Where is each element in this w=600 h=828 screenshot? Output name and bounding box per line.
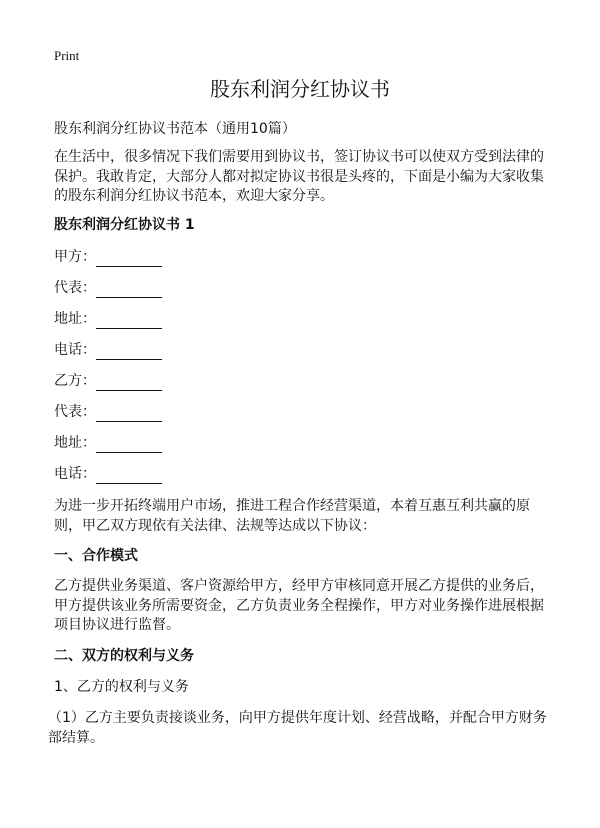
- subheading-party-b-rights: 1、乙方的权利与义务: [54, 679, 189, 695]
- field-rep-a: 代表：: [54, 279, 162, 298]
- blank-line[interactable]: [96, 469, 162, 484]
- field-party-a: 甲方：: [54, 248, 162, 267]
- blank-line[interactable]: [96, 345, 162, 360]
- field-phone-b: 电话：: [54, 465, 162, 484]
- blank-line[interactable]: [96, 252, 162, 267]
- document-title: 股东利润分红协议书: [210, 77, 390, 101]
- clause-1: （1）乙方主要负责接谈业务，向甲方提供年度计划、经营战略，并配合甲方财务部结算。: [48, 710, 547, 746]
- preamble-paragraph: 为进一步开拓终端用户市场，推进工程合作经营渠道，本着互惠互利共赢的原则，甲乙双方现依有关法律、法规等达成以下协议：: [54, 498, 530, 534]
- field-phone-a: 电话：: [54, 341, 162, 360]
- intro-paragraph: 在生活中，很多情况下我们需要用到协议书，签订协议书可以使双方受到法律的保护。我敢肯定，大部分人都对拟定协议书很是头疼的，下面是小编为大家收集的股东利润分红协议书范本，欢迎大家分享。: [54, 149, 544, 204]
- blank-line[interactable]: [96, 314, 162, 329]
- section-title: 股东利润分红协议书 1: [54, 217, 195, 233]
- field-address-b: 地址：: [54, 434, 162, 453]
- field-address-a: 地址：: [54, 310, 162, 329]
- heading-rights-obligations: 二、双方的权利与义务: [54, 648, 194, 664]
- heading-cooperation-mode: 一、合作模式: [54, 548, 138, 564]
- field-rep-b: 代表：: [54, 403, 162, 422]
- field-party-b: 乙方：: [54, 372, 162, 391]
- blank-line[interactable]: [96, 438, 162, 453]
- print-link[interactable]: Print: [54, 48, 80, 63]
- blank-line[interactable]: [96, 283, 162, 298]
- cooperation-paragraph: 乙方提供业务渠道、客户资源给甲方，经甲方审核同意开展乙方提供的业务后，甲方提供该业务所需要资金，乙方负责业务全程操作，甲方对业务操作进展根据项目协议进行监督。: [54, 578, 544, 633]
- blank-line[interactable]: [96, 376, 162, 391]
- subtitle: 股东利润分红协议书范本（通用10篇）: [54, 121, 296, 137]
- blank-line[interactable]: [96, 407, 162, 422]
